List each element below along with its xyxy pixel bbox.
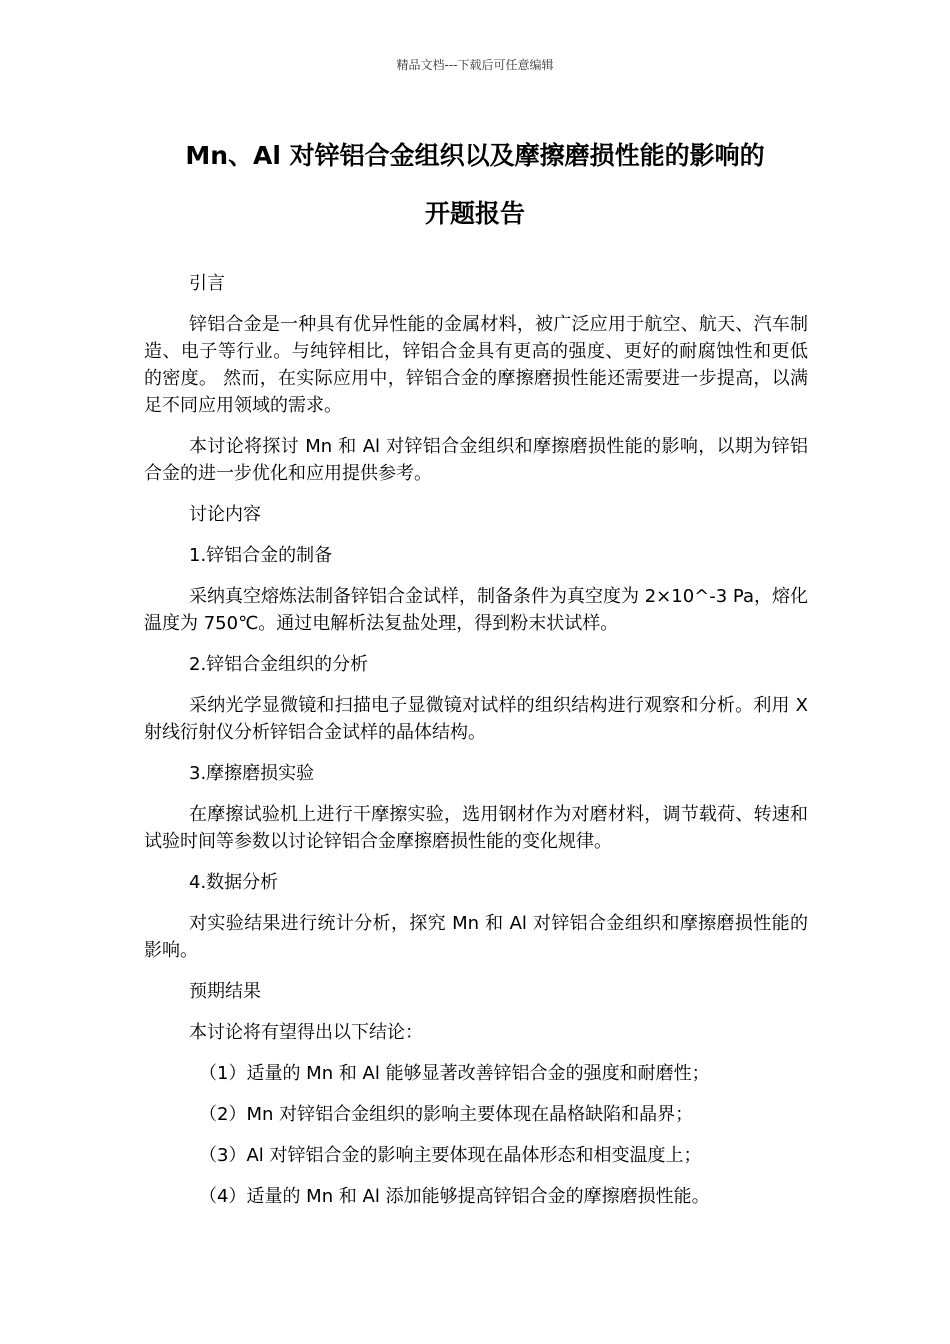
section-heading-results: 预期结果 — [189, 981, 261, 1002]
subsection-heading-4: 4.数据分析 — [189, 872, 279, 893]
paragraph-intro-1: 锌铝合金是一种具有优异性能的金属材料，被广泛应用于航空、航天、汽车制造、电子等行业。与纯锌相比，锌铝合金具有更高的强度、更好的耐腐蚀性和更低的密度。 然而，在实际应用中，锌铝合金的摩擦磨损性能还需要进一步提高，以满足不同应用领域的需求。 — [144, 314, 808, 416]
paragraph-results-intro: 本讨论将有望得出以下结论： — [189, 1022, 423, 1043]
result-item: （3）Al 对锌铝合金的影响主要体现在晶体形态和相变温度上； — [199, 1145, 702, 1166]
paragraph-intro-2: 本讨论将探讨 Mn 和 Al 对锌铝合金组织和摩擦磨损性能的影响，以期为锌铝合金的进一步优化和应用提供参考。 — [144, 436, 808, 484]
subsection-heading-3: 3.摩擦磨损实验 — [189, 763, 315, 784]
document-title-line-1: Mn、Al 对锌铝合金组织以及摩擦磨损性能的影响的 — [185, 141, 765, 170]
document-body — [144, 270, 808, 1210]
result-item: （1）适量的 Mn 和 Al 能够显著改善锌铝合金的强度和耐磨性； — [199, 1063, 710, 1084]
paragraph-subsection-2: 采纳光学显微镜和扫描电子显微镜对试样的组织结构进行观察和分析。利用 X 射线衍射仪分析锌铝合金试样的晶体结构。 — [144, 695, 808, 743]
result-item: （4）适量的 Mn 和 Al 添加能够提高锌铝合金的摩擦磨损性能。 — [199, 1186, 710, 1207]
section-heading-content: 讨论内容 — [189, 504, 261, 525]
subsection-heading-2: 2.锌铝合金组织的分析 — [189, 654, 369, 675]
paragraph-subsection-3: 在摩擦试验机上进行干摩擦实验，选用钢材作为对磨材料，调节载荷、转速和试验时间等参数以讨论锌铝合金摩擦磨损性能的变化规律。 — [144, 804, 808, 852]
subsection-heading-1: 1.锌铝合金的制备 — [189, 545, 333, 566]
paragraph-subsection-1: 采纳真空熔炼法制备锌铝合金试样，制备条件为真空度为 2×10^-3 Pa，熔化温度为 750℃。通过电解析法复盐处理，得到粉末状试样。 — [144, 586, 808, 634]
header-note: 精品文档---下载后可任意编辑 — [396, 58, 554, 72]
section-heading-intro: 引言 — [189, 273, 225, 294]
document-title-line-2: 开题报告 — [424, 199, 525, 228]
paragraph-subsection-4: 对实验结果进行统计分析，探究 Mn 和 Al 对锌铝合金组织和摩擦磨损性能的影响。 — [144, 913, 808, 961]
result-item: （2）Mn 对锌铝合金组织的影响主要体现在晶格缺陷和晶界； — [199, 1104, 694, 1125]
